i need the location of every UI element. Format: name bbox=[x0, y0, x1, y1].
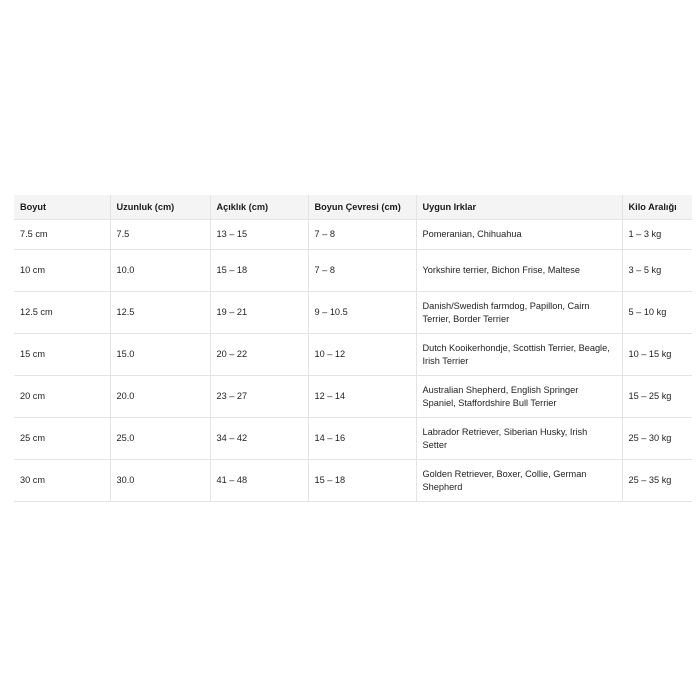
size-table bbox=[14, 195, 692, 502]
table-header bbox=[14, 195, 692, 220]
cell-weight: 25 – 30 kg bbox=[622, 418, 692, 460]
cell-length: 30.0 bbox=[110, 460, 210, 502]
cell-size: 20 cm bbox=[14, 376, 110, 418]
cell-size: 10 cm bbox=[14, 250, 110, 292]
cell-neck: 12 – 14 bbox=[308, 376, 416, 418]
cell-span: 19 – 21 bbox=[210, 292, 308, 334]
cell-breeds: Pomeranian, Chihuahua bbox=[416, 220, 622, 250]
cell-span: 41 – 48 bbox=[210, 460, 308, 502]
cell-breeds: Dutch Kooikerhondje, Scottish Terrier, Beagle, Irish Terrier bbox=[416, 334, 622, 376]
cell-neck: 9 – 10.5 bbox=[308, 292, 416, 334]
cell-weight: 5 – 10 kg bbox=[622, 292, 692, 334]
header-breeds: Uygun Irklar bbox=[416, 195, 622, 220]
cell-length: 15.0 bbox=[110, 334, 210, 376]
table-row bbox=[14, 334, 692, 376]
cell-weight: 25 – 35 kg bbox=[622, 460, 692, 502]
cell-length: 20.0 bbox=[110, 376, 210, 418]
cell-breeds: Labrador Retriever, Siberian Husky, Irish Setter bbox=[416, 418, 622, 460]
cell-breeds: Australian Shepherd, English Springer Spaniel, Staffordshire Bull Terrier bbox=[416, 376, 622, 418]
cell-size: 15 cm bbox=[14, 334, 110, 376]
cell-span: 15 – 18 bbox=[210, 250, 308, 292]
cell-length: 10.0 bbox=[110, 250, 210, 292]
header-size: Boyut bbox=[14, 195, 110, 220]
cell-weight: 10 – 15 kg bbox=[622, 334, 692, 376]
cell-span: 20 – 22 bbox=[210, 334, 308, 376]
table-row bbox=[14, 250, 692, 292]
cell-size: 25 cm bbox=[14, 418, 110, 460]
header-span: Açıklık (cm) bbox=[210, 195, 308, 220]
cell-length: 7.5 bbox=[110, 220, 210, 250]
table-row bbox=[14, 220, 692, 250]
cell-neck: 14 – 16 bbox=[308, 418, 416, 460]
header-row bbox=[14, 195, 692, 220]
header-length: Uzunluk (cm) bbox=[110, 195, 210, 220]
cell-neck: 15 – 18 bbox=[308, 460, 416, 502]
cell-span: 23 – 27 bbox=[210, 376, 308, 418]
table-body bbox=[14, 220, 692, 502]
cell-size: 12.5 cm bbox=[14, 292, 110, 334]
cell-weight: 15 – 25 kg bbox=[622, 376, 692, 418]
header-weight: Kilo Aralığı bbox=[622, 195, 692, 220]
table-row bbox=[14, 292, 692, 334]
cell-length: 12.5 bbox=[110, 292, 210, 334]
table-row bbox=[14, 460, 692, 502]
table-row bbox=[14, 418, 692, 460]
table-row bbox=[14, 376, 692, 418]
cell-breeds: Golden Retriever, Boxer, Collie, German Shepherd bbox=[416, 460, 622, 502]
size-chart bbox=[14, 195, 692, 502]
cell-size: 30 cm bbox=[14, 460, 110, 502]
cell-weight: 3 – 5 kg bbox=[622, 250, 692, 292]
cell-neck: 7 – 8 bbox=[308, 250, 416, 292]
cell-neck: 10 – 12 bbox=[308, 334, 416, 376]
cell-span: 13 – 15 bbox=[210, 220, 308, 250]
cell-span: 34 – 42 bbox=[210, 418, 308, 460]
cell-neck: 7 – 8 bbox=[308, 220, 416, 250]
cell-breeds: Danish/Swedish farmdog, Papillon, Cairn Terrier, Border Terrier bbox=[416, 292, 622, 334]
cell-weight: 1 – 3 kg bbox=[622, 220, 692, 250]
header-neck: Boyun Çevresi (cm) bbox=[308, 195, 416, 220]
cell-size: 7.5 cm bbox=[14, 220, 110, 250]
cell-length: 25.0 bbox=[110, 418, 210, 460]
cell-breeds: Yorkshire terrier, Bichon Frise, Maltese bbox=[416, 250, 622, 292]
